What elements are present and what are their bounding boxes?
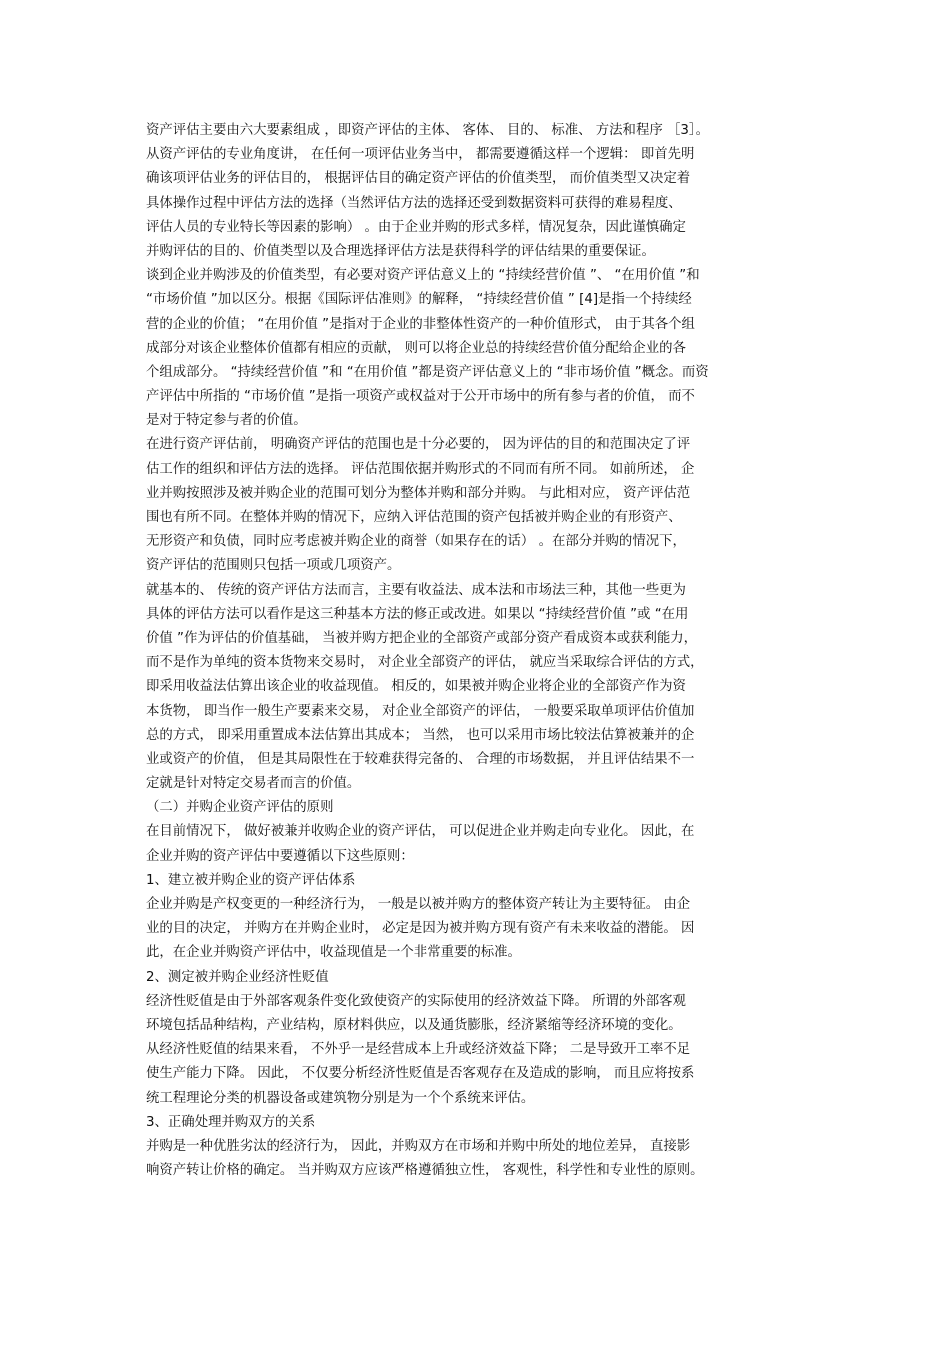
- text-line: 定就是针对特定交易者而言的价值。: [146, 776, 361, 792]
- text-line: 价值 ”作为评估的价值基础， 当被并购方把企业的全部资产或部分资产看成资本或获利能力，: [146, 630, 698, 646]
- text-line: 资产评估的范围则只包括一项或几项资产。: [146, 558, 401, 574]
- text-line: 资产评估主要由六大要素组成 ，即资产评估的主体、 客体、 目的、 标准、 方法和程序 ［3］。: [146, 123, 709, 138]
- text-line: 统工程理论分类的机器设备或建筑物分别是为一个个系统来评估。: [146, 1090, 535, 1106]
- text-line: 环境包括品种结构，产业结构，原材料供应，以及通货膨胀，经济紧缩等经济环境的变化。: [146, 1017, 682, 1033]
- text-line: 而不是作为单纯的资本货物来交易时， 对企业全部资产的评估， 就应当采取综合评估的方式，: [146, 655, 704, 671]
- text-line: 无形资产和负债，同时应考虑被并购企业的商誉（如果存在的话） 。在部分并购的情况下，: [146, 534, 686, 550]
- text-line: 业并购按照涉及被并购企业的范围可划分为整体并购和部分并购。 与此相对应， 资产评估范: [146, 485, 691, 501]
- text-line: 营的企业的价值； “在用价值 ”是指对于企业的非整体性资产的一种价值形式， 由于其各个组: [146, 316, 695, 332]
- text-line: 业或资产的价值， 但是其局限性在于较难获得完备的、 合理的市场数据， 并且评估结果不一: [146, 751, 695, 767]
- text-line: 经济性贬值是由于外部客观条件变化致使资产的实际使用的经济效益下降。 所谓的外部客观: [146, 993, 686, 1009]
- text-line: 就基本的、 传统的资产评估方法而言，主要有收益法、成本法和市场法三种，其他一些更为: [146, 582, 686, 598]
- text-line: 企业并购的资产评估中要遵循以下这些原则：: [146, 848, 414, 864]
- text-line: 估工作的组织和评估方法的选择。 评估范围依据并购形式的不同而有所不同。 如前所述， 企: [146, 461, 695, 477]
- text-line: 具体的评估方法可以看作是这三种基本方法的修正或改进。如果以 “持续经营价值 ”或 “在用: [146, 606, 689, 622]
- text-line: 并购是一种优胜劣汰的经济行为， 因此，并购双方在市场和并购中所处的地位差异， 直接影: [146, 1138, 691, 1154]
- text-line: 成部分对该企业整体价值都有相应的贡献， 则可以将企业总的持续经营价值分配给企业的各: [146, 340, 686, 356]
- text-line: 即采用收益法估算出该企业的收益现值。 相反的，如果被并购企业将企业的全部资产作为资: [146, 679, 686, 695]
- section-heading: （二）并购企业资产评估的原则: [146, 800, 334, 816]
- text-line: 企业并购是产权变更的一种经济行为， 一般是以被并购方的整体资产转让为主要特征。 由企: [146, 897, 691, 912]
- text-line: 使生产能力下降。 因此， 不仅要分析经济性贬值是否客观存在及造成的影响， 而且应将按系: [146, 1066, 695, 1082]
- text-line: 业的目的决定， 并购方在并购企业时， 必定是因为被并购方现有资产有未来收益的潜能。 因: [146, 921, 695, 937]
- text-line: 并购评估的目的、价值类型以及合理选择评估方法是获得科学的评估结果的重要保证。: [146, 243, 655, 259]
- text-line: 本货物， 即当作一般生产要素来交易， 对企业全部资产的评估， 一般要采取单项评估价值加: [146, 703, 695, 719]
- principle-heading: 1、建立被并购企业的资产评估体系: [146, 872, 356, 888]
- text-line: “市场价值 ”加以区分。根据《国际评估准则》的解释， “持续经营价值 ” [4]是指一个持续经: [146, 292, 692, 308]
- text-line: 总的方式， 即采用重置成本法估算出其成本； 当然， 也可以采用市场比较法估算被兼并的企: [146, 727, 695, 743]
- text-line: 在进行资产评估前， 明确资产评估的范围也是十分必要的， 因为评估的目的和范围决定了评: [146, 437, 691, 453]
- text-line: 谈到企业并购涉及的价值类型，有必要对资产评估意义上的 “持续经营价值 ”、 “在用价值 ”和: [146, 268, 700, 284]
- text-line: 具体操作过程中评估方法的选择（当然评估方法的选择还受到数据资料可获得的难易程度、: [146, 195, 682, 211]
- text-line: 从资产评估的专业角度讲， 在任何一项评估业务当中， 都需要遵循这样一个逻辑： 即首先明: [146, 147, 695, 163]
- text-line: 评估人员的专业特长等因素的影响） 。由于企业并购的形式多样，情况复杂，因此谨慎确定: [146, 219, 686, 235]
- principle-heading: 2、测定被并购企业经济性贬值: [146, 969, 329, 985]
- text-line: 此，在企业并购资产评估中，收益现值是一个非常重要的标准。: [146, 945, 521, 961]
- principle-heading: 3、正确处理并购双方的关系: [146, 1114, 316, 1130]
- text-line: 个组成部分。 “持续经营价值 ”和 “在用价值 ”都是资产评估意义上的 “非市场价值 ”概念。而资: [146, 364, 709, 380]
- text-line: 在目前情况下， 做好被兼并收购企业的资产评估， 可以促进企业并购走向专业化。 因此，在: [146, 824, 695, 840]
- text-line: 产评估中所指的 “市场价值 ”是指一项资产或权益对于公开市场中的所有参与者的价值， 而不: [146, 389, 695, 405]
- text-line: 确该项评估业务的评估目的， 根据评估目的确定资产评估的价值类型， 而价值类型又决定着: [146, 171, 691, 187]
- text-line: 围也有所不同。在整体并购的情况下，应纳入评估范围的资产包括被并购企业的有形资产、: [146, 510, 682, 525]
- body-text: [146, 119, 816, 1183]
- text-line: 是对于特定参与者的价值。: [146, 413, 307, 429]
- text-line: 响资产转让价格的确定。 当并购双方应该严格遵循独立性， 客观性，科学性和专业性的原则。: [146, 1163, 704, 1179]
- text-line: 从经济性贬值的结果来看， 不外乎一是经营成本上升或经济效益下降； 二是导致开工率不足: [146, 1042, 691, 1058]
